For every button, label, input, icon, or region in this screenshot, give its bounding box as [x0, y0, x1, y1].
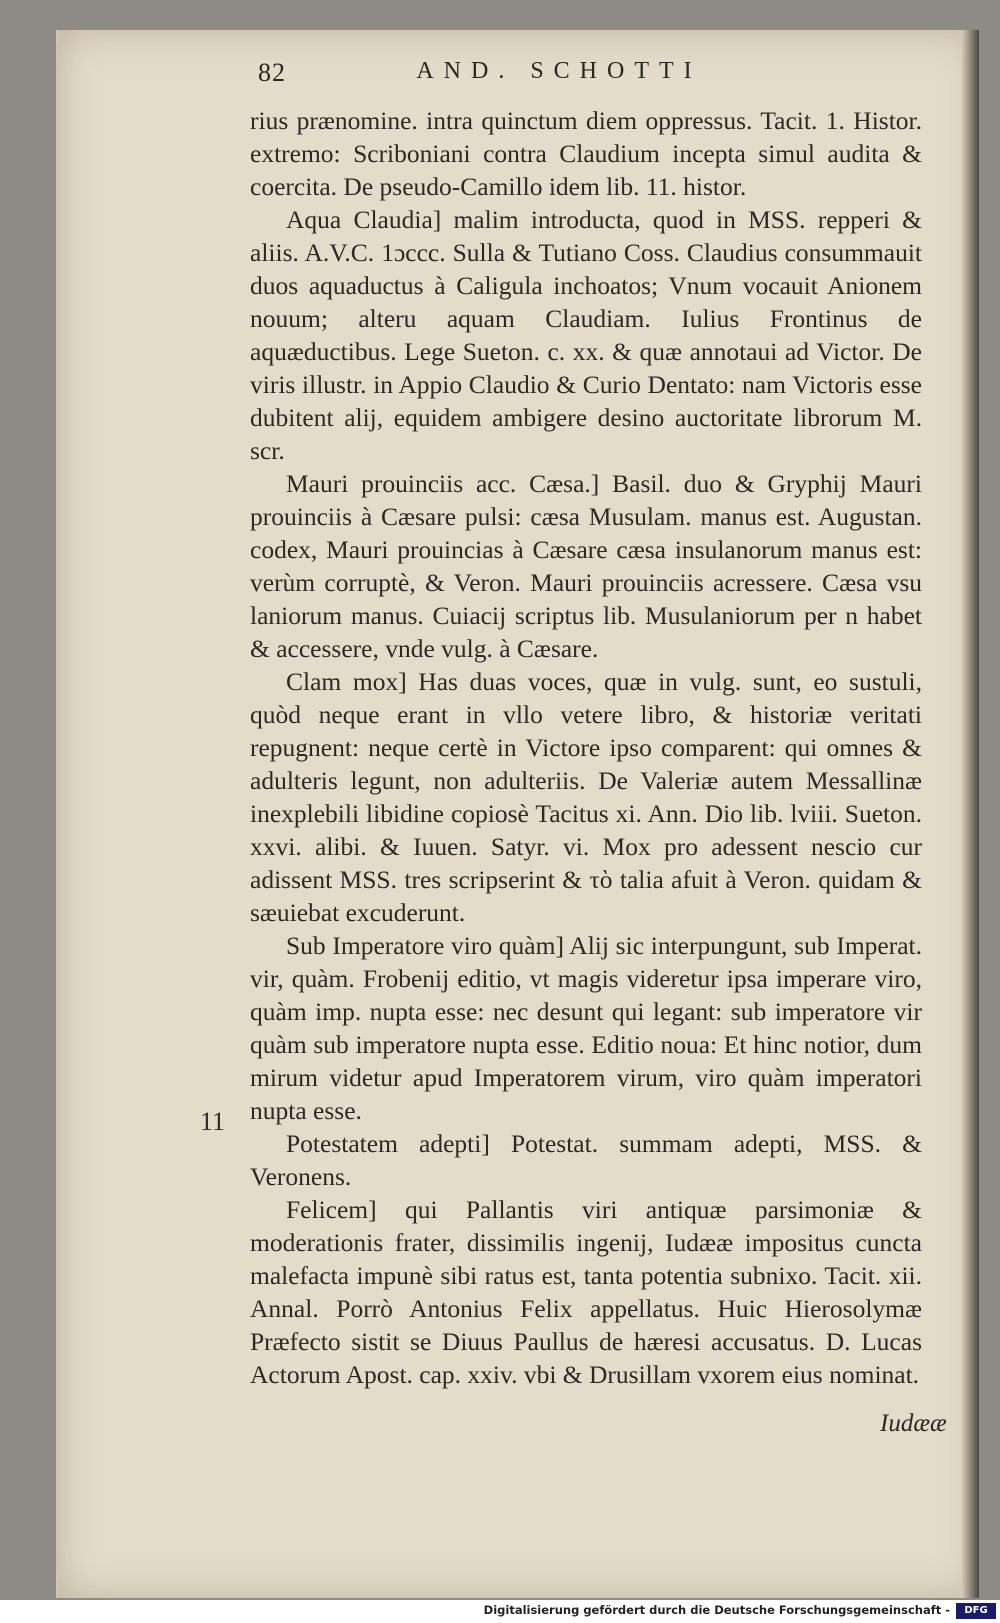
running-head: AND. SCHOTTI: [416, 58, 702, 84]
paragraph-1: rius prænomine. intra quinctum diem oppressus. Tacit. 1. Histor. extremo: Scriboniani contra Claudium incepta simul audita & coercita. De pseudo-Camillo idem lib. 11. histor.: [250, 106, 922, 201]
page-number: 82: [258, 58, 286, 87]
book-spine: [961, 30, 979, 1598]
paragraph-2: Aqua Claudia] malim introducta, quod in MSS. repperi & aliis. A.V.C. 1ɔccc. Sulla & Tutiano Coss. Claudius consummauit duos aquaductus à Caligula inchoatos; Vnum vocauit Anionem nouum; alteru aquam Claudiam. Iulius Frontinus de aquæductibus. Lege Sueton. c. xx. & quæ annotaui ad Victor. De viris illustr. in Appio Claudio & Curio Dentato: nam Victoris esse dubitent alij, equidem ambigere desino auctoritate librorum M. scr.: [250, 205, 922, 465]
paragraph-4: Clam mox] Has duas voces, quæ in vulg. sunt, eo sustuli, quòd neque erant in vllo vetere libro, & historiæ veritati repugnent: neque certè in Victore ipso comparent: qui omnes & adulteris legunt, non adulteriis. De Valeriæ autem Messallinæ inexplebili libidine copiosè Tacitus xi. Ann. Dio lib. lviii. Sueton. xxvi. alibi. & Iuuen. Satyr. vi. Mox pro adessent nescio cur adissent MSS. tres scripserint & τὸ talia afuit à Veron. quidam & sæuiebat excuderunt.: [250, 667, 922, 927]
dfg-logo: DFG: [956, 1603, 996, 1619]
catchword: Iudææ: [880, 1410, 947, 1437]
paragraph-7: Felicem] qui Pallantis viri antiquæ parsimoniæ & moderationis frater, dissimilis ingenij, Iudææ impositus cuncta malefacta impunè sibi ratus est, tanta potentia subnixo. Tacit. xii. Annal. Porrò Antonius Felix appellatus. Huic Hierosolymæ Præfecto sistit se Diuus Paullus de hæresi accusatus. D. Lucas Actorum Apost. cap. xxiv. vbi & Drusillam vxorem eius nominat.: [250, 1195, 922, 1389]
funding-credit: Digitalisierung gefördert durch die Deutsche Forschungsgemeinschaft -: [483, 1603, 950, 1617]
page-header: [194, 58, 924, 98]
footer-bar: [0, 1600, 1000, 1623]
paragraph-5: Sub Imperatore viro quàm] Alij sic interpungunt, sub Imperat. vir, quàm. Frobenij editio, vt magis videretur ipsa imperare viro, quàm imp. nupta esse: nec desunt qui legant: sub imperatore vir quàm sub imperatore nupta esse. Editio noua: Et hinc notior, dum mirum videtur apud Imperatorem virum, viro quàm imperatori nupta esse.: [250, 931, 922, 1125]
paragraph-6: Potestatem adepti] Potestat. summam adepti, MSS. & Veronens.: [250, 1129, 922, 1191]
margin-number: 11: [200, 1107, 226, 1136]
paragraph-3: Mauri prouinciis acc. Cæsa.] Basil. duo & Gryphij Mauri prouinciis à Cæsare pulsi: cæsa Musulam. manus est. Augustan. codex, Mauri prouincias à Cæsare cæsa insulanorum manus est: verùm corruptè, & Veron. Mauri prouinciis acressere. Cæsa vsu laniorum manus. Cuiacij scriptus lib. Musulaniorum per n habet & accessere, vnde vulg. à Cæsare.: [250, 469, 922, 663]
body-text: [250, 104, 922, 1391]
